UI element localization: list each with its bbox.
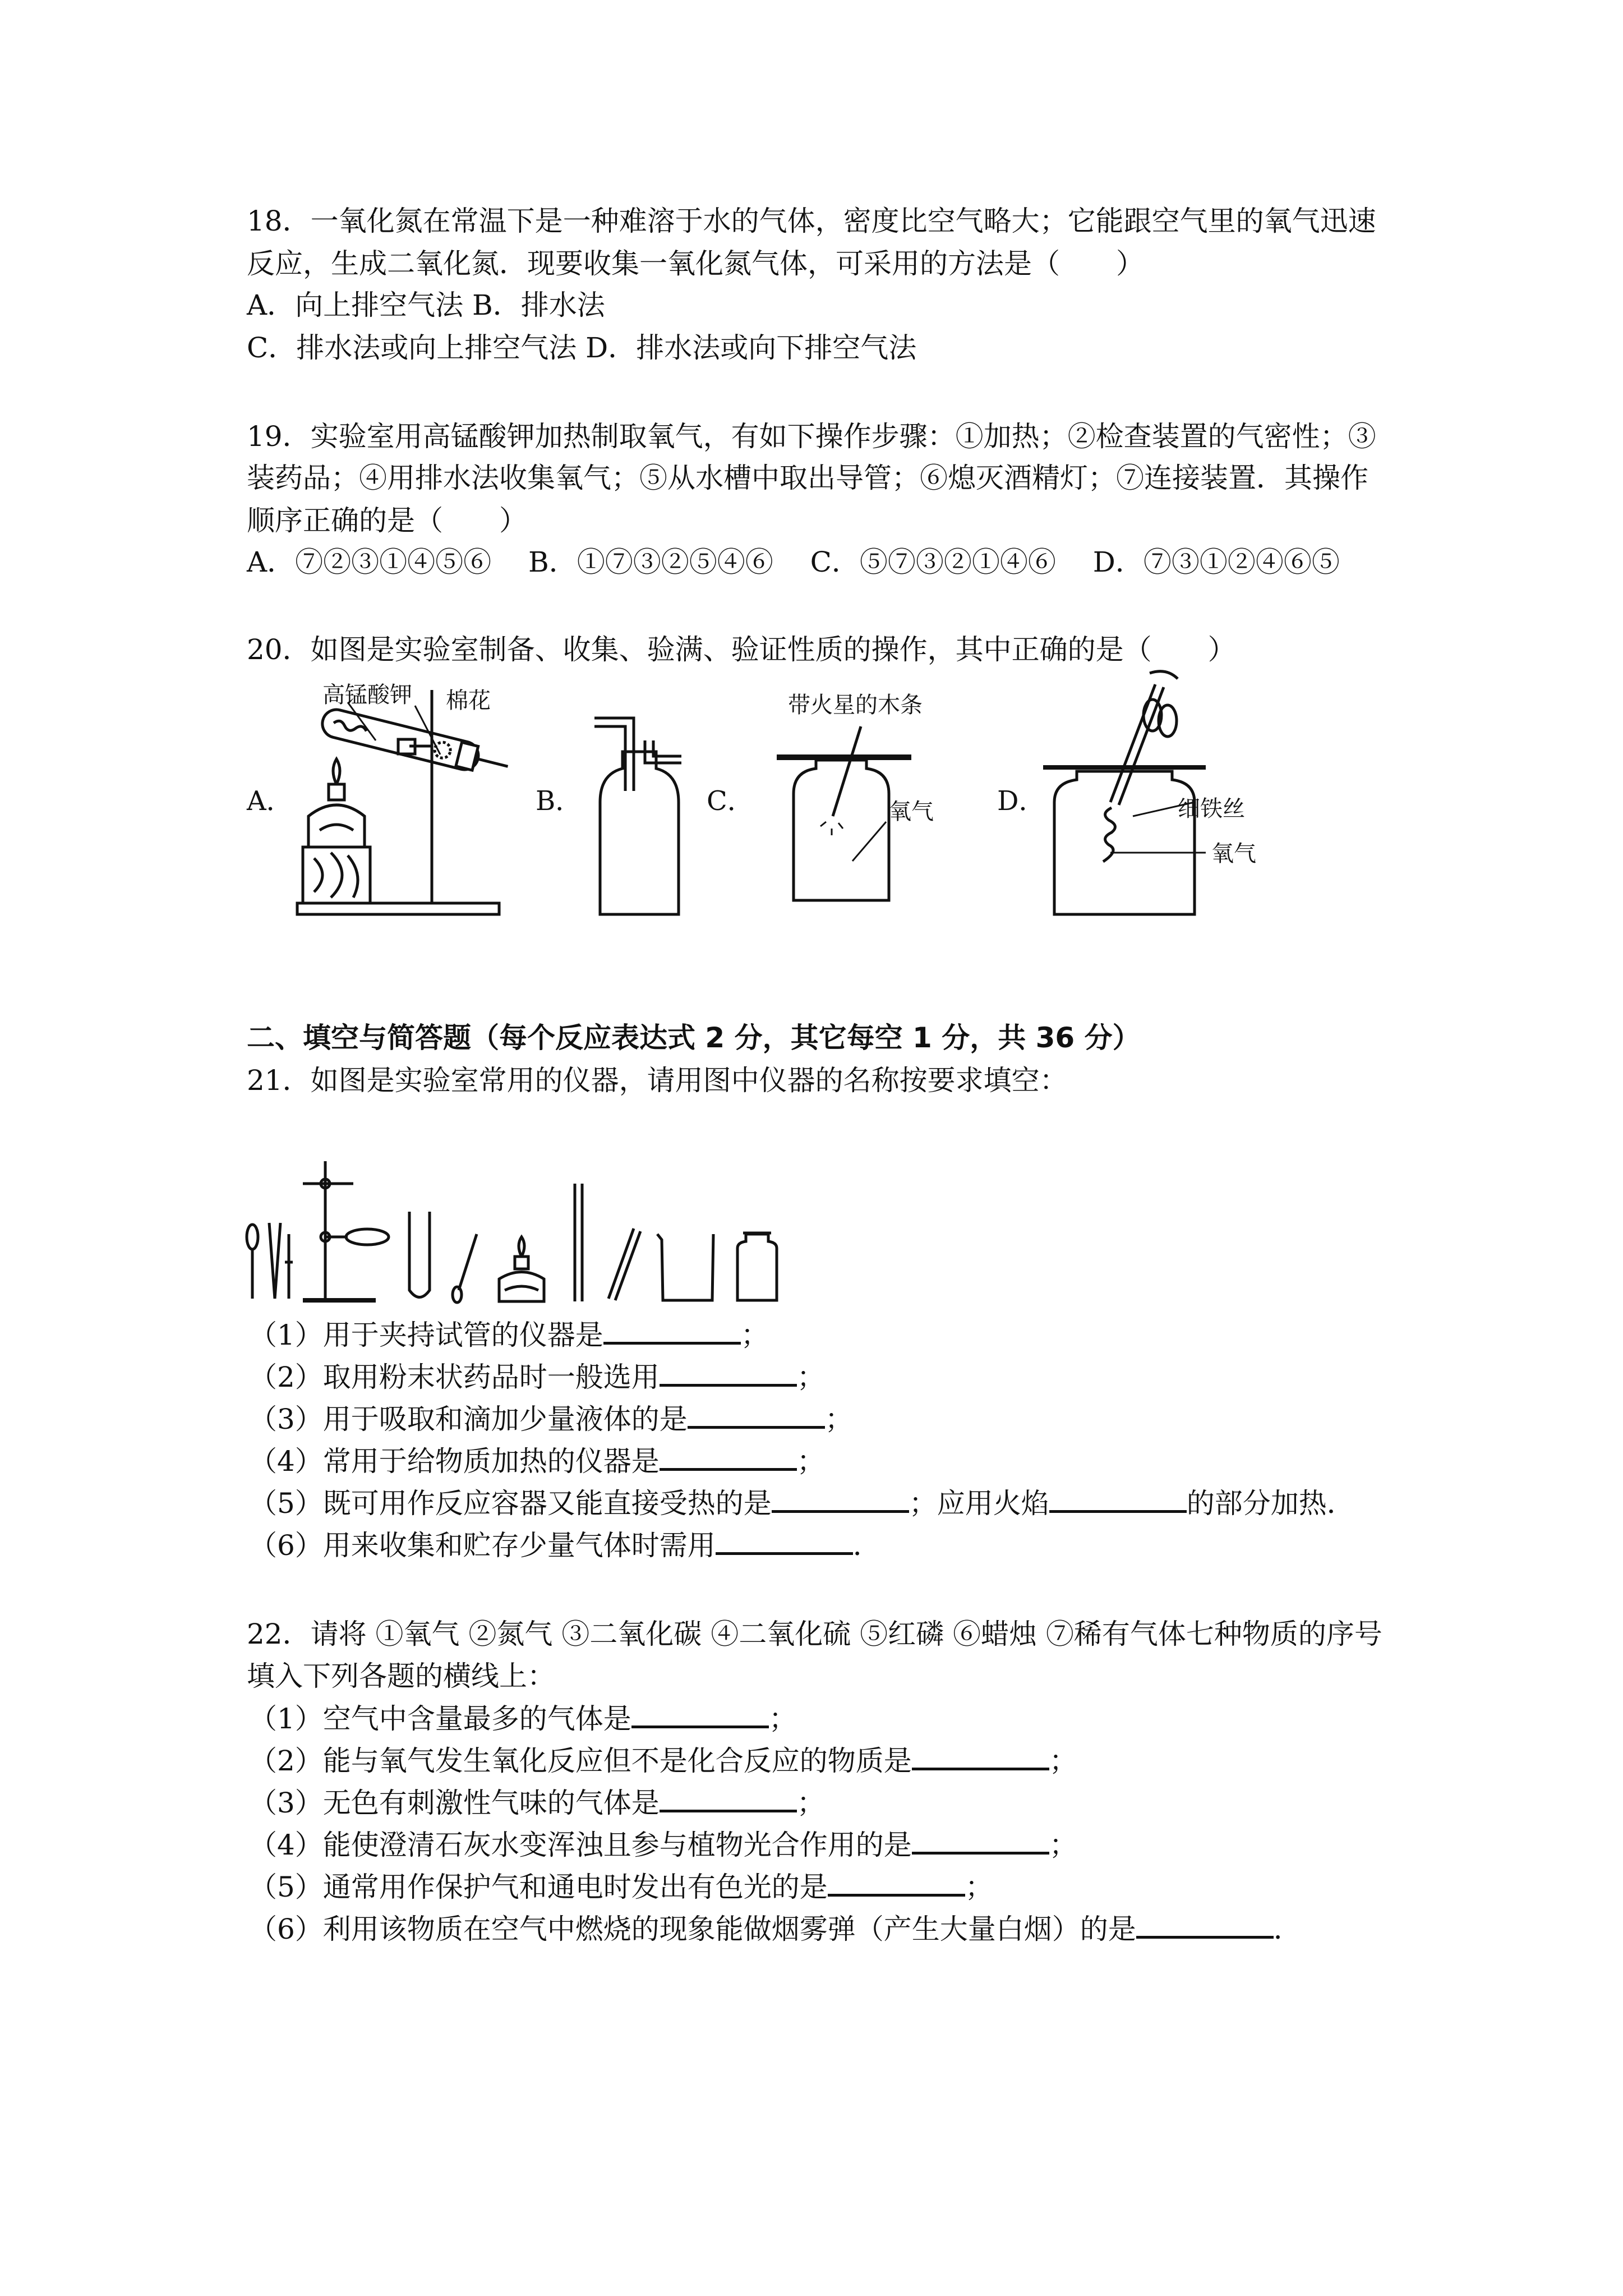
q21-blank-2[interactable]: [660, 1361, 797, 1387]
figure-a-label-kmno4: 高锰酸钾: [322, 682, 412, 708]
q21-blank-5b[interactable]: [1049, 1488, 1187, 1513]
figure-d-label-wire: 细铁丝: [1178, 796, 1245, 822]
q22-item-6: （6）利用该物质在空气中燃烧的现象能做烟雾弹（产生大量白烟）的是 ．: [249, 1913, 1302, 1945]
figure-a-label-cotton: 棉花: [446, 688, 491, 714]
q18-line-1: 18．一氧化氮在常温下是一种难溶于水的气体，密度比空气略大；它能跟空气里的氧气迅速: [247, 205, 1376, 237]
q21-item-1: （1）用于夹持试管的仪器是 ；: [249, 1319, 769, 1351]
q21-item-6: （6）用来收集和贮存少量气体时需用 ．: [249, 1529, 881, 1562]
q21-blank-1[interactable]: [603, 1319, 741, 1345]
q22-item-4: （4）能使澄清石灰水变浑浊且参与植物光合作用的是 ；: [249, 1829, 1077, 1861]
q21-blank-3[interactable]: [688, 1404, 825, 1429]
q20-label-a: A．: [247, 785, 293, 817]
q22-blank-1[interactable]: [631, 1703, 769, 1728]
q20-stem: 20．如图是实验室制备、收集、验满、验证性质的操作，其中正确的是（ ）: [247, 633, 1236, 666]
q20-label-b: B．: [536, 785, 583, 817]
glass-rod-icon: [575, 1184, 582, 1301]
spatula-icon: [453, 1234, 477, 1303]
q22-item-2: （2）能与氧气发生氧化反应但不是化合反应的物质是 ；: [249, 1745, 1077, 1777]
test-tube-holder-icon: [269, 1223, 293, 1299]
alcohol-lamp-icon: [499, 1237, 544, 1301]
q21-instruments-figure: [241, 1150, 886, 1307]
figure-d-iron-wire: [1043, 668, 1267, 931]
q18-line-2: 反应，生成二氧化氮．现要收集一氧化氮气体，可采用的方法是（ ）: [247, 247, 1144, 280]
q22-item-1: （1）空气中含量最多的气体是 ；: [249, 1703, 797, 1735]
q19-line-3: 顺序正确的是（ ）: [247, 504, 527, 537]
q20-label-c: C．: [707, 785, 754, 817]
q22-item-5: （5）通常用作保护气和通电时发出有色光的是 ；: [249, 1871, 993, 1903]
tongs-icon: [608, 1228, 640, 1300]
figure-c-oxygen-test: [760, 682, 951, 906]
q19-line-1: 19．实验室用高锰酸钾加热制取氧气，有如下操作步骤：①加热；②检查装置的气密性；③: [247, 420, 1376, 453]
iron-stand-icon: [303, 1161, 389, 1300]
q22-blank-2[interactable]: [912, 1745, 1049, 1770]
gas-jar-icon: [737, 1233, 777, 1300]
figure-a-heating-apparatus: [292, 679, 527, 926]
q21-item-3: （3）用于吸取和滴加少量液体的是 ；: [249, 1403, 853, 1435]
q22-blank-5[interactable]: [828, 1871, 965, 1897]
q22-blank-3[interactable]: [660, 1787, 797, 1812]
q22-item-3: （3）无色有刺激性气味的气体是 ；: [249, 1787, 825, 1819]
figure-c-label-oxygen: 氧气: [889, 799, 934, 825]
beaker-icon: [657, 1234, 713, 1300]
test-tube-icon: [409, 1212, 430, 1297]
q20-label-d: D．: [997, 785, 1046, 817]
q22-line-1: 22．请将 ①氧气 ②氮气 ③二氧化碳 ④二氧化硫 ⑤红磷 ⑥蜡烛 ⑦稀有气体七种物质的序号: [247, 1618, 1382, 1650]
dropper-icon: [247, 1225, 258, 1299]
q19-line-2: 装药品；④用排水法收集氧气；⑤从水槽中取出导管；⑥熄灭酒精灯；⑦连接装置．其操作: [247, 462, 1368, 494]
q21-stem: 21．如图是实验室常用的仪器，请用图中仪器的名称按要求填空：: [247, 1064, 1068, 1097]
q22-blank-4[interactable]: [912, 1829, 1049, 1855]
q21-blank-5a[interactable]: [772, 1488, 909, 1513]
q21-item-2: （2）取用粉末状药品时一般选用 ；: [249, 1361, 825, 1393]
figure-b-gas-bottle: [583, 707, 695, 920]
q18-options-ab: A．向上排空气法 B．排水法: [247, 289, 605, 321]
q21-item-5: （5）既可用作反应容器又能直接受热的是 ；应用火焰 的部分加热．: [249, 1487, 1355, 1520]
q21-item-4: （4）常用于给物质加热的仪器是 ；: [249, 1445, 825, 1478]
figure-d-label-oxygen: 氧气: [1211, 841, 1256, 867]
q18-options-cd: C．排水法或向上排空气法 D．排水法或向下排空气法: [247, 332, 917, 364]
q19-options: A．⑦②③①④⑤⑥ B．①⑦③②⑤④⑥ C．⑤⑦③②①④⑥ D．⑦③①②④⑥⑤: [247, 546, 1340, 578]
q22-blank-6[interactable]: [1136, 1913, 1274, 1939]
q21-blank-4[interactable]: [660, 1446, 797, 1471]
q21-blank-6[interactable]: [716, 1530, 853, 1555]
q22-line-2: 填入下列各题的横线上：: [247, 1660, 555, 1692]
figure-c-label-splint: 带火星的木条: [788, 692, 923, 718]
section-2-title: 二、填空与简答题（每个反应表达式 2 分，其它每空 1 分，共 36 分）: [247, 1022, 1141, 1054]
